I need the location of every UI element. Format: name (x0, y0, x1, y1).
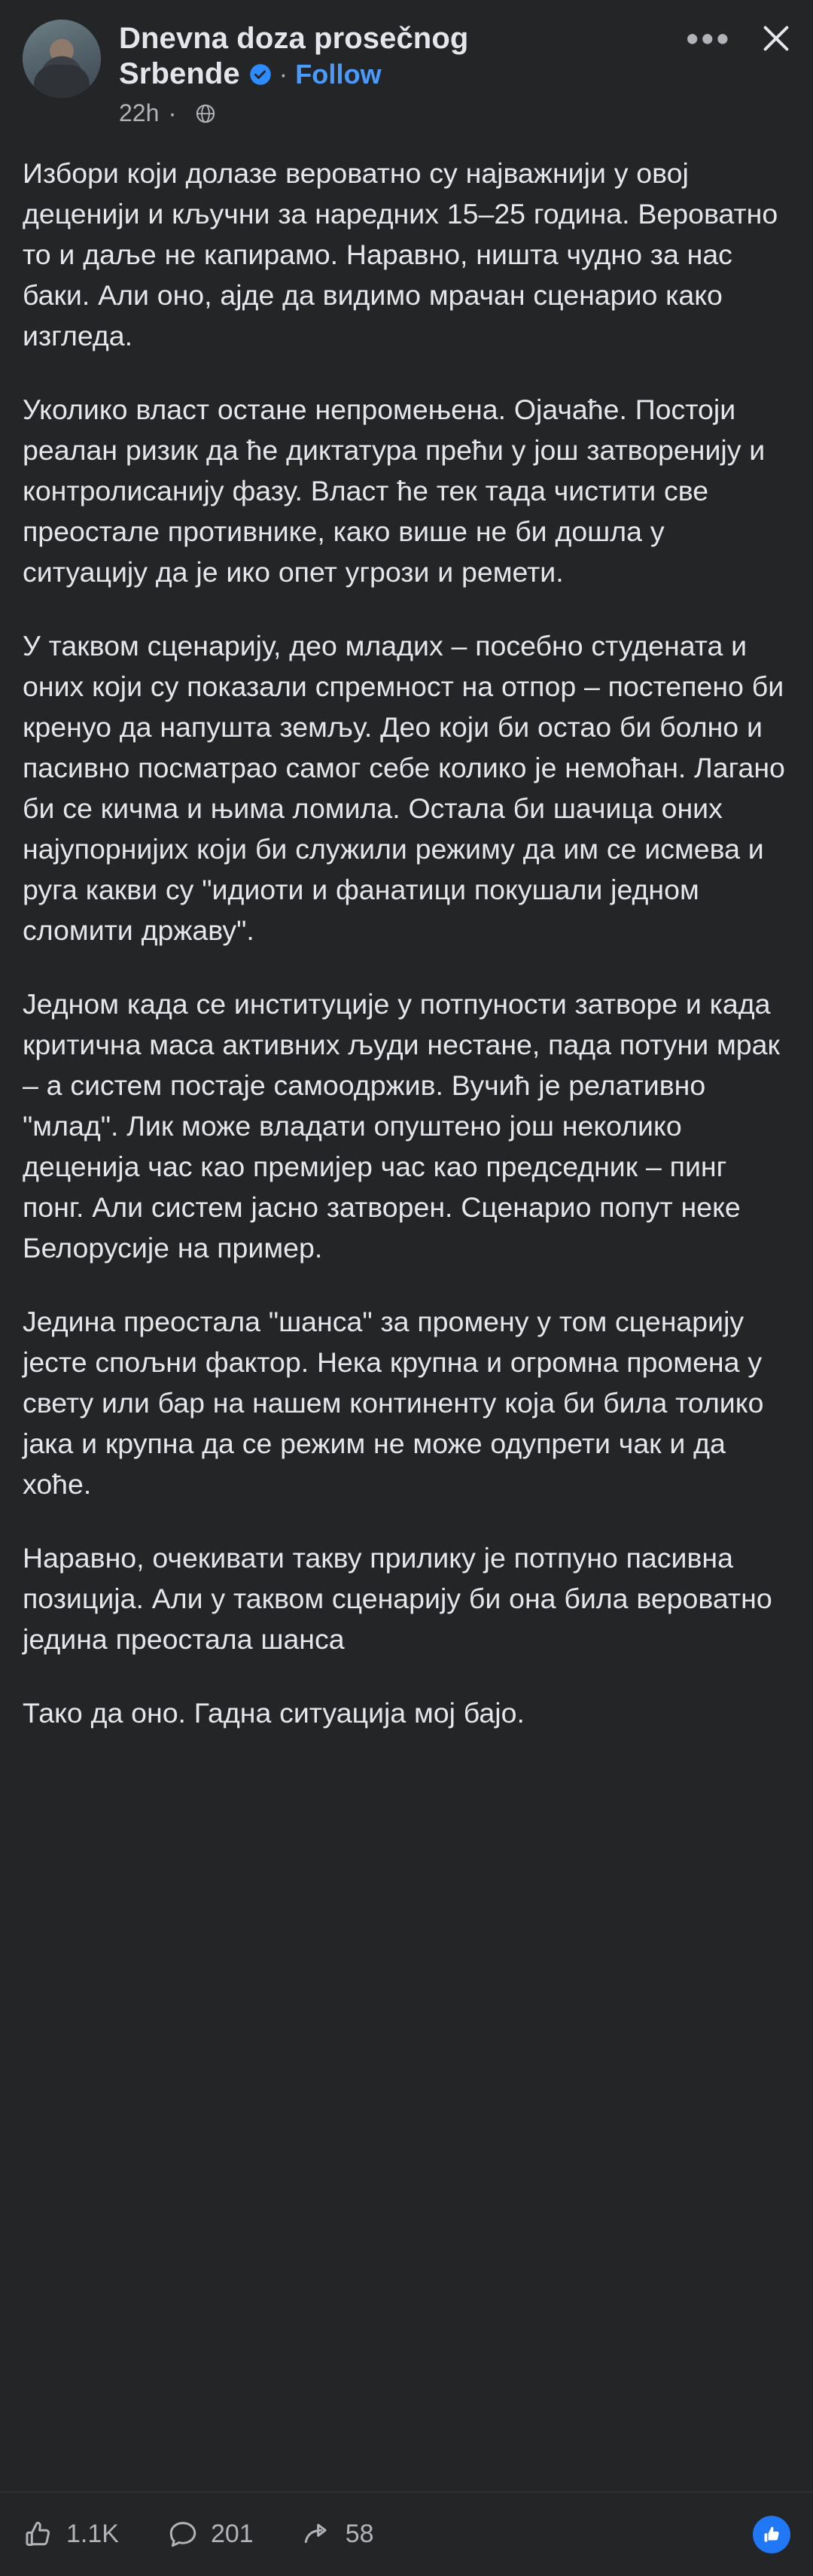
comment-count: 201 (210, 2520, 254, 2548)
my-reaction-badge[interactable] (753, 2516, 790, 2553)
follow-button[interactable]: Follow (295, 58, 382, 90)
post-paragraph: Избори који долазе вероватно су најважнији у овој деценији и кључни за наредних 15–25 година. Вероватно то и даље не капирамо. Наравно, ништа чудно за нас баки. Али оно, ајде да видимо мрачан сценарио како изгледа. (23, 157, 778, 352)
share-arrow-icon (302, 2519, 333, 2550)
author-name-row2 (119, 56, 790, 92)
share-button[interactable] (302, 2519, 374, 2550)
like-button[interactable] (23, 2519, 119, 2550)
thumbs-up-icon (23, 2519, 54, 2550)
post-header (0, 0, 813, 127)
author-name-line2[interactable]: Srbende (119, 57, 240, 91)
kebab-menu-icon[interactable]: ••• (686, 19, 732, 58)
avatar[interactable] (23, 20, 101, 98)
comment-bubble-icon (167, 2519, 199, 2550)
header-actions (687, 21, 793, 56)
post-paragraph: Једном када се институције у потпуности затворе и када критична маса активних људи нестане, пада потуни мрак – а систем постаје самоодржив. Вучић је релативно "млад". Лик може владати опуштено још неколико деценија час као премијер час као председник – пинг понг. Али систем јасно затворен. Сценарио попут неке Белорусије на пример. (23, 988, 780, 1264)
post-paragraph: У таквом сценарију, део младих – посебно студената и оних који су показали спремност на отпор – постепено би кренуо да напушта земљу. Део који би остао би болно и пасивно посматрао самог себе колико је немоћан. Лагано би се кичма и њима ломила. Остала би шачица оних најупорнијих који би служили режиму да им се исмева и руга какви су "идиоти и фанатици покушали једном сломити државу". (23, 630, 785, 947)
post-action-bar (0, 2492, 813, 2576)
post-meta (119, 99, 790, 127)
meta-separator-dot: · (168, 99, 177, 128)
comment-button[interactable] (167, 2519, 254, 2550)
like-count: 1.1K (66, 2520, 119, 2548)
post-paragraph: Једина преостала "шанса" за промену у том сценарију јесте спољни фактор. Нека крупна и огромна промена у свету или бар на нашем континенту која би била толико јака и крупна да се режим не може одупрети чак и да хоће. (23, 1306, 764, 1501)
post-body (0, 127, 813, 2492)
post-paragraph: Тако да оно. Гадна ситуација мој бајо. (23, 1697, 525, 1729)
close-icon[interactable] (759, 21, 793, 56)
share-count: 58 (345, 2520, 374, 2548)
post-paragraph: Уколико власт остане непромењена. Ојачаће. Постоји реалан ризик да ће диктатура прећи у још затворенију и контролисанију фазу. Власт ће тек тада чистити све преостале противнике, како више не би дошла у ситуацију да је ико опет угрози и ремети. (23, 394, 766, 588)
blue-thumbs-up-icon (760, 2523, 783, 2546)
separator-dot: · (279, 59, 288, 89)
timestamp[interactable]: 22h (119, 99, 160, 127)
avatar-photo (23, 20, 101, 98)
verified-badge-icon (249, 63, 272, 86)
globe-icon (195, 103, 216, 124)
author-name-line1[interactable]: Dnevna doza prosečnog (119, 22, 469, 55)
post-paragraph: Наравно, очекивати такву прилику је потпуно пасивна позиција. Али у таквом сценарију би она била вероватно једина преостала шанса (23, 1542, 772, 1656)
